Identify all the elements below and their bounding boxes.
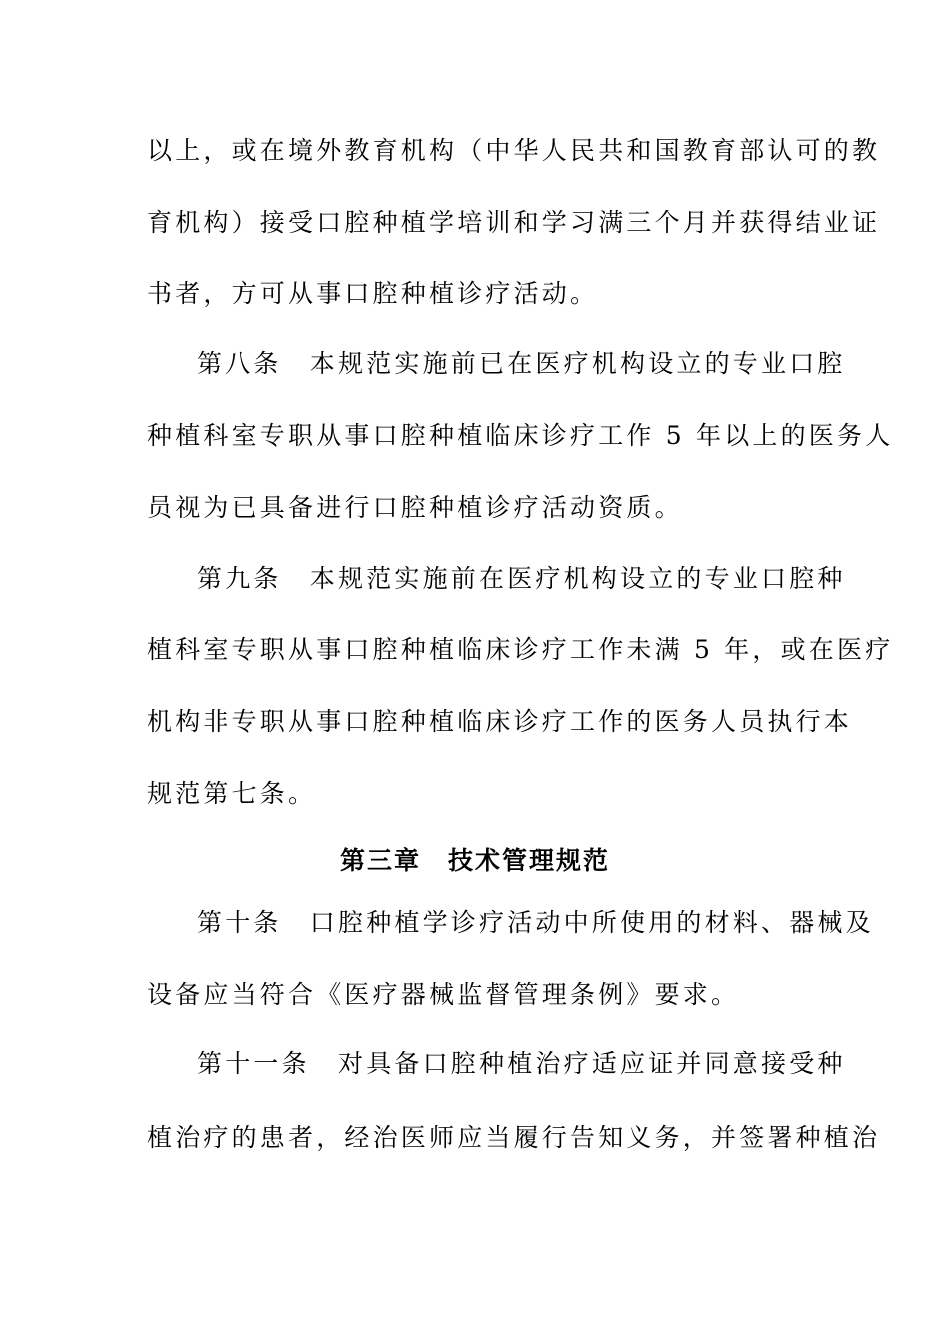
text-line-2: 育机构）接受口腔种植学培训和学习满三个月并获得结业证 (147, 208, 881, 237)
text-line-10: 规范第七条。 (147, 779, 317, 808)
text-line-5: 种植科室专职从事口腔种植临床诊疗工作 5 年以上的医务人 (147, 421, 894, 450)
text-line-6: 员视为已具备进行口腔种植诊疗活动资质。 (147, 493, 683, 522)
text-line-9: 机构非专职从事口腔种植临床诊疗工作的医务人员执行本 (147, 707, 853, 736)
article-8-start: 第八条 本规范实施前已在医疗机构设立的专业口腔 (197, 349, 846, 378)
article-11-start: 第十一条 对具备口腔种植治疗适应证并同意接受种 (197, 1049, 846, 1078)
text-line-15: 植治疗的患者，经治医师应当履行告知义务，并签署种植治 (147, 1123, 881, 1152)
text-line-1: 以上，或在境外教育机构（中华人民共和国教育部认可的教 (147, 136, 881, 165)
text-line-8: 植科室专职从事口腔种植临床诊疗工作未满 5 年，或在医疗 (147, 635, 894, 664)
article-10-start: 第十条 口腔种植学诊疗活动中所使用的材料、器械及 (197, 908, 874, 937)
article-9-start: 第九条 本规范实施前在医疗机构设立的专业口腔种 (197, 564, 846, 593)
text-line-13: 设备应当符合《医疗器械监督管理条例》要求。 (147, 980, 740, 1009)
chapter-heading: 第三章 技术管理规范 (339, 846, 610, 875)
text-line-3: 书者，方可从事口腔种植诊疗活动。 (147, 279, 599, 308)
